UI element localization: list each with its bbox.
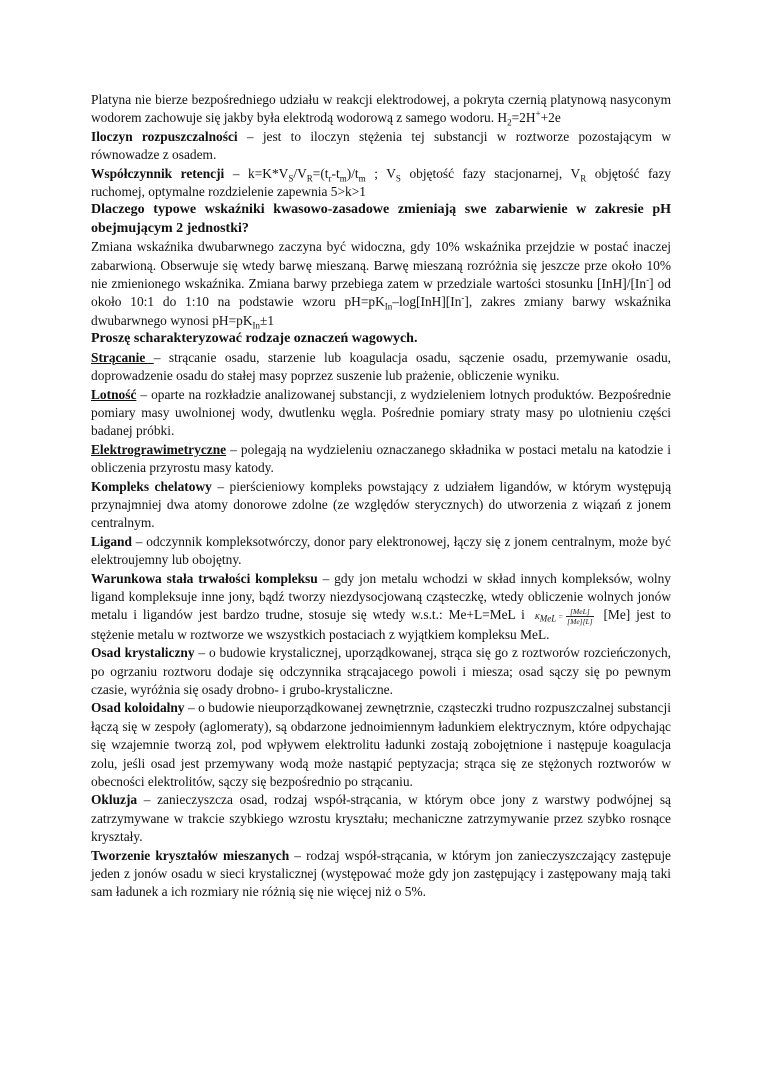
document-page <box>91 91 671 902</box>
paragraph-electrogravimetric: Elektrograwimetryczne – polegają na wydzieleniu oznaczanego składnika w postaci metalu na katodzie i obliczenia przyrostu masy katody. <box>91 441 671 476</box>
term-mixed-crystals: Tworzenie kryształów mieszanych <box>91 847 290 863</box>
paragraph-precipitation: Strącanie – strącanie osadu, starzenie lub koagulacja osadu, sączenie osadu, przemywanie osadu, doprowadzenie osadu do stałej masy poprzez suszenie lub prażenie, obliczenie wyniku. <box>91 349 671 384</box>
paragraph-occlusion: Okluzja – zanieczyszcza osad, rodzaj współ-strącania, w którym obce jony z warstwy podwójnej są zatrzymywane w trakcie szybkiego wzrostu kryształu; mechaniczne zatrzymywanie przez szybko rosnące kryształy. <box>91 792 671 845</box>
term-chelate-complex: Kompleks chelatowy <box>91 478 212 494</box>
term-crystalline-precipitate: Osad krystaliczny <box>91 645 195 661</box>
paragraph-chelate-complex: Kompleks chelatowy – pierścieniowy kompleks powstający z udziałem ligandów, w którym występują przynajmniej dwa atomy donorowe zdolne (ze względów sterycznych) do utworzenia z wiązań z jonem centralnym. <box>91 478 672 531</box>
paragraph-indicators: Zmiana wskaźnika dwubarwnego zaczyna być widoczna, gdy 10% wskaźnika przejdzie w postać inaczej zabarwioną. Obserwuje się wtedy barwę mieszaną. Barwę mieszaną rozróżnia się jeszcze prze około 10% nie zmienionego wskaźnika. Zmiana barwy przebiega zatem w przedziale wartości stosunku [InH]/[In-] od około 10:1 do 1:10 na podstawie wzoru $pH=pK_{In}-\log[InH][In^-]$, zakres zmiany barwy wskaźnika dwubarwnego wynosi $pH=pK_{In}\pm 1$ <box>91 239 671 331</box>
paragraph-colloidal-precipitate: Osad koloidalny – o budowie nieuporządkowanej zewnętrznie, cząsteczki trudno rozpuszczalnej substancji łączą się w zespoły (aglomeraty), są obdarzone jednoimiennym ładunkiem elektrycznym, które odpychając się wzajemnie tworzą zol, pod wpływem elektrolitu ładunki zostają zobojętnione i następuje koagulacja zolu, jeśli osad jest przemywany wodą może nastąpić peptyzacja; strąca się ze stężonych roztworów w obecności elektrolitów, sączy się bezpośrednio po strącaniu. <box>91 700 672 790</box>
paragraph-conditional-stability: Warunkowa stała trwałości kompleksu – gdy jon metalu wchodzi w skład innych kompleksów, wolny ligand kompleksuje inne jony, bądź tworzy niezdysocjowaną cząsteczkę, wtedy obliczenie wolnych jonów metalu i ligandów jest bardzo trudne, stosuje się wtedy w.s.t.: Me+L=MeL i $K_{MeL}$ = $\frac{\text{[MeL]}}{[Me][L]}$ [Me] jest to stężenie metalu w roztworze we wszystkich postaciach z wyjątkiem kompleksu MeL. <box>91 570 671 642</box>
term-occlusion: Okluzja <box>91 792 138 808</box>
term-electrogravimetric: Elektrograwimetryczne <box>91 441 227 457</box>
paragraph-crystalline-precipitate: Osad krystaliczny – o budowie krystalicznej, uporządkowanej, strąca się go z roztworów rozcieńczonych, po ogrzaniu roztworu dodaje się odczynnika strącajacego powoli i miesza; osad sączy się po pewnym czasie, wyróżnia się osady drobno- i grubo-krystaliczne. <box>91 645 671 698</box>
paragraph-ligand: Ligand – odczynnik kompleksotwórczy, donor pary elektronowej, łączy się z jonem centralnym, może być elektroujemny lub obojętny. <box>91 533 671 568</box>
paragraph-volatility: Lotność – oparte na rozkładzie analizowanej substancji, z wydzieleniem lotnych produktów. Bezpośrednie pomiary masy uwolnionej wody, dwutlenku węgla. Pośrednie pomiary straty masy po ulotnieniu części badanej próbki. <box>91 386 671 439</box>
term-colloidal-precipitate: Osad koloidalny <box>91 700 185 716</box>
term-conditional-stability: Warunkowa stała trwałości kompleksu <box>91 570 318 586</box>
paragraph-platinum: Platyna nie bierze bezpośredniego udziału w reakcji elektrodowej, a pokryta czernią platynową nasyconym wodorem zachowuje się jakby była elektrodą wodorową z samego wodoru. $H_2=2H^++2e$ <box>91 92 671 129</box>
question-indicators-heading: Dlaczego typowe wskaźniki kwasowo-zasadowe zmieniają swe zabarwienie w zakresie pH obejmującym 2 jednostki? <box>91 202 671 236</box>
paragraph-retention-factor: Współczynnik retencji – $k=K*V_S/V_R=(t_r-t_m)/t_m$ ; $V_S$ objętość fazy stacjonarnej, $V_R$ objętość fazy ruchomej, optymalne rozdzielenie zapewnia 5>k>1 <box>91 165 671 200</box>
paragraph-solubility-product: Iloczyn rozpuszczalności – jest to iloczyn stężenia tej substancji w roztworze pozostającym w równowadze z osadem. <box>91 128 672 163</box>
stability-constant-formula: $K_{MeL}$ = $\frac{\text{[MeL]}}{[Me][L]}$ <box>534 606 593 626</box>
term-ligand: Ligand <box>91 533 132 549</box>
term-volatility: Lotność <box>91 386 137 402</box>
term-retention-factor: Współczynnik retencji <box>91 165 225 181</box>
paragraph-mixed-crystals: Tworzenie kryształów mieszanych – rodzaj współ-strącania, w którym jon zanieczyszczający zastępuje jeden z jonów osadu w sieci krystalicznej (występować może gdy jon zastępujący i zastępowany mają taki sam ładunek a ich rozmiary nie różnią się nie więcej niż o 5%. <box>91 847 671 900</box>
term-precipitation: Strącanie <box>91 349 154 365</box>
term-solubility-product: Iloczyn rozpuszczalności <box>91 128 238 144</box>
question-gravimetric-heading: Proszę scharakteryzować rodzaje oznaczeń wagowych. <box>91 331 418 347</box>
